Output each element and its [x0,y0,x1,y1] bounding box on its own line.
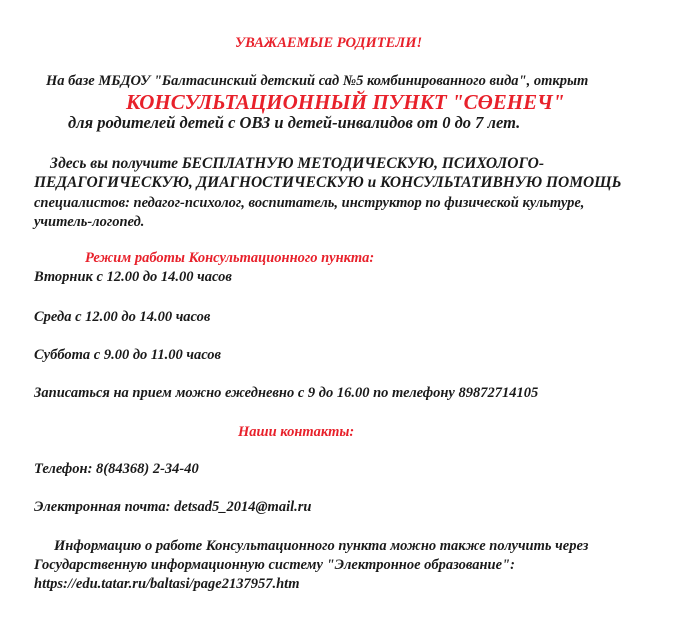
contact-phone: Телефон: 8(84368) 2-34-40 [34,461,199,477]
schedule-title: Режим работы Консультационного пункта: [85,250,375,266]
services-line-1: Здесь вы получите БЕСПЛАТНУЮ МЕТОДИЧЕСКУЮ, ПСИХОЛОГО- [50,155,545,172]
intro-line: На базе МБДОУ "Балтасинский детский сад №5 комбинированного вида", открыт [46,73,589,89]
services-line-2: ПЕДАГОГИЧЕСКУЮ, ДИАГНОСТИЧЕСКУЮ и КОНСУЛЬТАТИВНУЮ ПОМОЩЬ [34,174,622,191]
schedule-item: Среда с 12.00 до 14.00 часов [34,309,211,325]
specialists-line: специалистов: педагог-психолог, воспитатель, инструктор по физической культуре, [34,195,585,211]
info-link[interactable]: https://edu.tatar.ru/baltasi/page2137957.htm [34,576,300,592]
info-line-1: Информацию о работе Консультационного пункта можно также получить через [54,538,589,554]
schedule-item: Вторник с 12.00 до 14.00 часов [34,269,232,285]
consult-point-title: КОНСУЛЬТАЦИОННЫЙ ПУНКТ "СӨЕНЕЧ" [126,90,565,114]
page-heading: УВАЖАЕМЫЕ РОДИТЕЛИ! [235,35,423,51]
target-audience: для родителей детей с ОВЗ и детей-инвалидов от 0 до 7 лет. [68,113,521,132]
specialists-line-2: учитель-логопед. [34,214,145,230]
appointment-info: Записаться на прием можно ежедневно с 9 до 16.00 по телефону 89872714105 [34,385,539,401]
info-line-2: Государственную информационную систему "Электронное образование": [34,557,515,573]
contact-email[interactable]: Электронная почта: detsad5_2014@mail.ru [34,499,312,515]
contacts-title: Наши контакты: [238,424,355,440]
schedule-item: Суббота с 9.00 до 11.00 часов [34,347,222,363]
